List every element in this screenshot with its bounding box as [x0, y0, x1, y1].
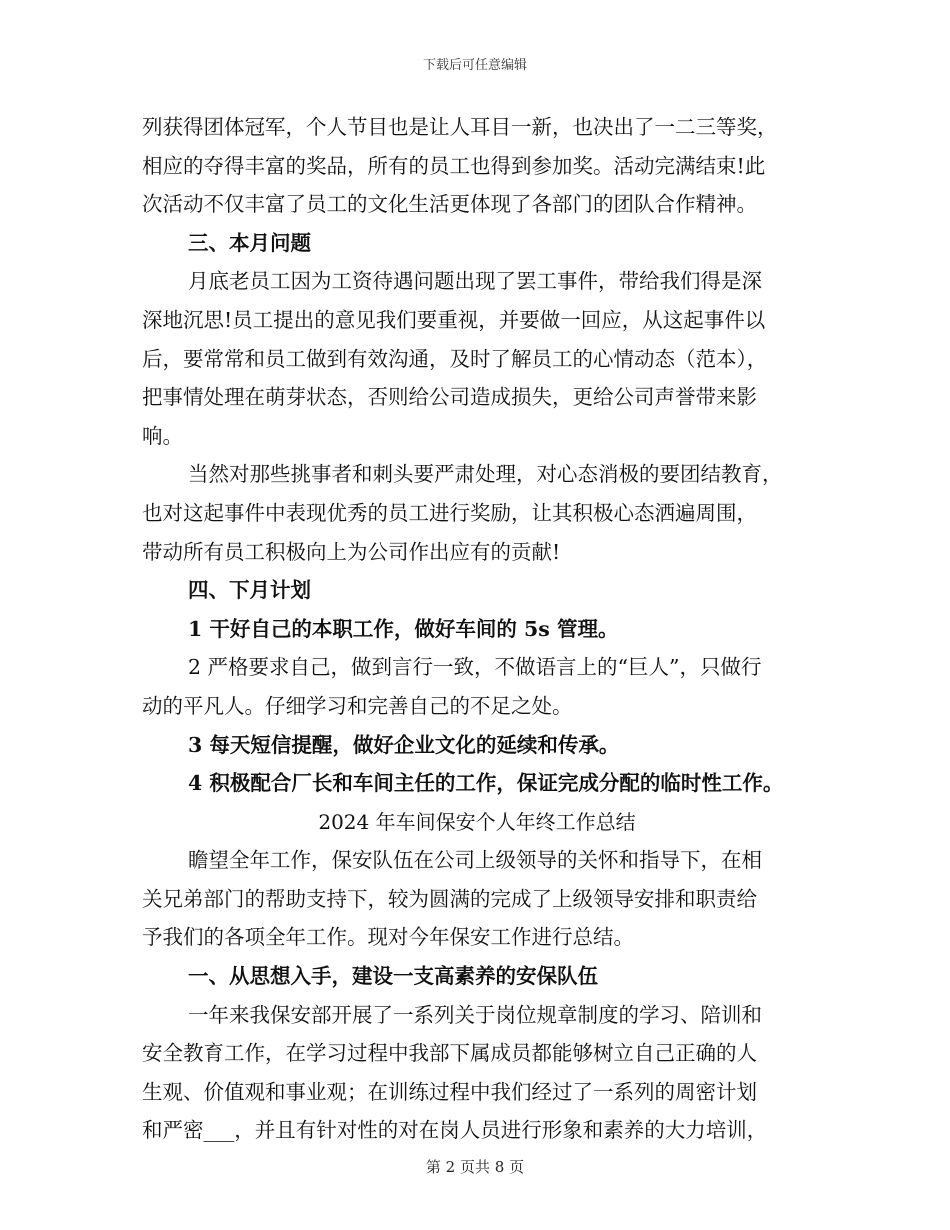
text-line: 后，要常常和员工做到有效沟通，及时了解员工的心情动态（范本），	[142, 346, 768, 371]
heading-line: 四、下月计划	[188, 578, 311, 603]
text-line: 生观、价值观和事业观；在训练过程中我们经过了一系列的周密计划	[142, 1079, 757, 1104]
page-header: 下载后可任意编辑	[422, 58, 527, 73]
text-line: 月底老员工因为工资待遇问题出现了罢工事件，带给我们得是深	[188, 269, 762, 294]
heading-line: 1 干好自己的本职工作，做好车间的 5s 管理。	[188, 616, 619, 641]
text-line: 相应的夺得丰富的奖品，所有的员工也得到参加奖。活动完满结束!此	[142, 153, 766, 178]
document-body	[142, 108, 812, 1150]
text-line: 响。	[142, 423, 183, 448]
heading-line: 4 积极配合厂长和车间主任的工作，保证完成分配的临时性工作。	[188, 771, 784, 796]
text-line: 带动所有员工积极向上为公司作出应有的贡献!	[142, 539, 561, 564]
text-line: 和严密___，并且有针对性的对在岗人员进行形象和素养的大力培训，	[142, 1118, 768, 1143]
text-line: 瞻望全年工作，保安队伍在公司上级领导的关怀和指导下，在相	[188, 848, 762, 873]
text-line: 安全教育工作，在学习过程中我部下属成员都能够树立自己正确的人	[142, 1041, 757, 1066]
text-line: 次活动不仅丰富了员工的文化生活更体现了各部门的团队合作精神。	[142, 192, 757, 217]
text-line: 也对这起事件中表现优秀的员工进行奖励，让其积极心态洒遍周围，	[142, 500, 757, 525]
text-line: 2 严格要求自己，做到言行一致，不做语言上的“巨人”，只做行	[188, 655, 762, 680]
text-line: 动的平凡人。仔细学习和完善自己的不足之处。	[142, 693, 573, 718]
heading-line: 三、本月问题	[188, 230, 311, 255]
section-title: 2024 年车间保安个人年终工作总结	[318, 809, 636, 834]
heading-line: 一、从思想入手，建设一支高素养的安保队伍	[188, 964, 598, 989]
heading-line: 3 每天短信提醒，做好企业文化的延续和传承。	[188, 732, 620, 757]
text-line: 列获得团体冠军，个人节目也是让人耳目一新，也决出了一二三等奖，	[142, 115, 778, 139]
text-line: 当然对那些挑事者和刺头要严肃处理，对心态消极的要团结教育，	[188, 462, 783, 487]
text-line: 关兄弟部门的帮助支持下，较为圆满的完成了上级领导安排和职责给	[142, 886, 757, 911]
text-line: 一年来我保安部开展了一系列关于岗位规章制度的学习、陪训和	[188, 1002, 762, 1027]
text-line: 深地沉思!员工提出的意见我们要重视，并要做一回应，从这起事件以	[142, 307, 766, 332]
text-line: 把事情处理在萌芽状态，否则给公司造成损失，更给公司声誉带来影	[142, 385, 757, 410]
text-line: 予我们的各项全年工作。现对今年保安工作进行总结。	[142, 925, 634, 950]
page-number-footer: 第 2 页共 8 页	[425, 1158, 525, 1176]
